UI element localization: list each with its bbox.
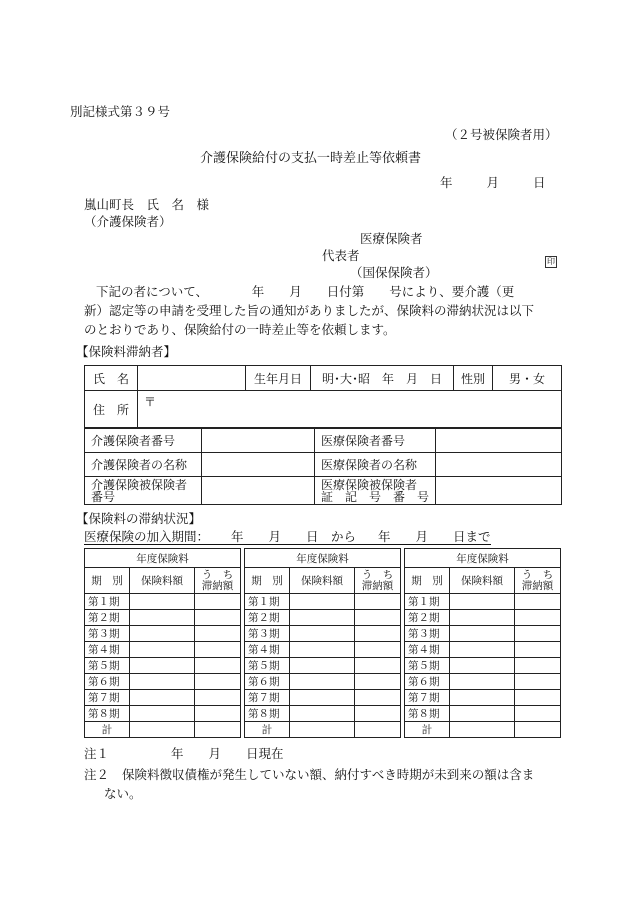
note1-label: 注１ — [84, 746, 110, 761]
date-year: 年 — [440, 175, 453, 190]
address-value[interactable]: 〒 — [138, 391, 562, 428]
amount-cell[interactable] — [130, 626, 195, 642]
unpaid-cell[interactable] — [195, 690, 241, 706]
period-label: 第７期 — [245, 690, 290, 706]
arrears-table-3 — [404, 548, 561, 738]
col-of-which: う ち — [201, 568, 234, 581]
unpaid-cell[interactable] — [515, 674, 561, 690]
table-row — [85, 594, 241, 610]
arrears-table-1 — [84, 548, 241, 738]
table-row — [245, 674, 401, 690]
unpaid-cell[interactable] — [195, 642, 241, 658]
amount-total[interactable] — [290, 722, 355, 738]
unpaid-cell[interactable] — [515, 610, 561, 626]
col-unpaid-header — [355, 568, 401, 594]
period-label: 第４期 — [405, 642, 450, 658]
unpaid-cell[interactable] — [355, 706, 401, 722]
amount-cell[interactable] — [290, 658, 355, 674]
table-row — [405, 610, 561, 626]
table-row — [405, 642, 561, 658]
iryo-insured-value[interactable] — [436, 477, 562, 505]
col-unpaid-header — [195, 568, 241, 594]
name-label: 氏 名 — [85, 366, 138, 391]
unpaid-cell[interactable] — [195, 674, 241, 690]
enrollment-label: 医療保険の加入期間： — [84, 529, 210, 544]
table-row — [405, 690, 561, 706]
col-unpaid: 滞納額 — [361, 579, 394, 592]
amount-cell[interactable] — [450, 690, 515, 706]
period-label: 第５期 — [245, 658, 290, 674]
body-line-3: のとおりであり、保険給付の一時差止等を依頼します。 — [84, 322, 396, 337]
amount-total[interactable] — [450, 722, 515, 738]
amount-cell[interactable] — [290, 626, 355, 642]
table-row — [405, 626, 561, 642]
unpaid-cell[interactable] — [515, 594, 561, 610]
section-heading-delinquent: 【保険料滞納者】 — [76, 344, 177, 359]
period-label: 第２期 — [245, 610, 290, 626]
section-heading-arrears: 【保険料の滞納状況】 — [76, 511, 202, 526]
unpaid-cell[interactable] — [355, 610, 401, 626]
kaigo-number-value[interactable] — [202, 429, 315, 453]
date-line — [440, 174, 546, 191]
col-period: 期 別 — [245, 568, 290, 594]
period-label: 第５期 — [85, 658, 130, 674]
table-row — [245, 658, 401, 674]
enrollment-to: 年 月 日まで — [356, 529, 491, 545]
table-row — [85, 674, 241, 690]
iryo-name-label: 医療保険者の名称 — [315, 453, 436, 477]
period-label: 第３期 — [245, 626, 290, 642]
amount-cell[interactable] — [450, 674, 515, 690]
birth-label: 生年月日 — [246, 366, 311, 391]
col-unpaid: 滞納額 — [521, 579, 554, 592]
period-label: 第８期 — [245, 706, 290, 722]
amount-cell[interactable] — [130, 690, 195, 706]
period-label: 第３期 — [85, 626, 130, 642]
table-row — [405, 674, 561, 690]
sex-label: 性別 — [454, 366, 493, 391]
table-row-total — [405, 722, 561, 738]
period-label: 第２期 — [85, 610, 130, 626]
note1-text: 年 月 日現在 — [171, 746, 284, 761]
table-row-total — [245, 722, 401, 738]
amount-cell[interactable] — [290, 674, 355, 690]
col-amount: 保険料額 — [450, 568, 515, 594]
page-title: 介護保険給付の支払一時差止等依頼書 — [200, 151, 422, 166]
unpaid-cell[interactable] — [195, 610, 241, 626]
period-label: 第３期 — [405, 626, 450, 642]
amount-cell[interactable] — [130, 706, 195, 722]
unpaid-total[interactable] — [195, 722, 241, 738]
seal-mark — [545, 249, 557, 268]
name-value[interactable] — [138, 366, 246, 391]
total-label: 計 — [245, 722, 290, 738]
note2-line2: ない。 — [104, 786, 142, 801]
table-row — [245, 706, 401, 722]
unpaid-cell[interactable] — [515, 706, 561, 722]
table-row — [245, 690, 401, 706]
table-row — [245, 610, 401, 626]
arrears-table-2 — [244, 548, 401, 738]
amount-cell[interactable] — [450, 594, 515, 610]
sender-role: （国保保険者） — [350, 265, 438, 280]
kaigo-name-label: 介護保険者の名称 — [85, 453, 202, 477]
recipient-role: （介護保険者） — [84, 214, 172, 229]
address-label: 住 所 — [85, 391, 138, 428]
year-header: 年度保険料 — [85, 549, 241, 568]
period-label: 第７期 — [85, 690, 130, 706]
amount-total[interactable] — [130, 722, 195, 738]
kaigo-name-value[interactable] — [202, 453, 315, 477]
unpaid-cell[interactable] — [355, 690, 401, 706]
col-of-which: う ち — [521, 568, 554, 581]
note2-label: 注２ — [84, 767, 110, 782]
note2-line1: 保険料徴収債権が発生していない額、納付すべき時期が未到来の額は含ま — [122, 767, 535, 782]
iryo-insured-line1: 医療保険被保険者 — [321, 477, 418, 492]
period-label: 第６期 — [405, 674, 450, 690]
sender-rep: 代表者 — [322, 248, 360, 263]
kaigo-insured-label — [85, 477, 202, 505]
unpaid-cell[interactable] — [515, 690, 561, 706]
sex-value[interactable]: 男・女 — [493, 366, 562, 391]
table-row — [85, 706, 241, 722]
col-unpaid: 滞納額 — [201, 579, 234, 592]
birth-value[interactable]: 明･大･昭 年 月 日 — [311, 366, 454, 391]
col-unpaid-header — [515, 568, 561, 594]
unpaid-cell[interactable] — [195, 658, 241, 674]
unpaid-cell[interactable] — [355, 658, 401, 674]
amount-cell[interactable] — [290, 642, 355, 658]
unpaid-cell[interactable] — [355, 642, 401, 658]
note-1 — [84, 745, 284, 762]
kaigo-insured-line2: 番号 — [91, 489, 116, 504]
unpaid-cell[interactable] — [355, 594, 401, 610]
amount-cell[interactable] — [130, 642, 195, 658]
col-period: 期 別 — [85, 568, 130, 594]
total-label: 計 — [405, 722, 450, 738]
table-row — [245, 642, 401, 658]
seal-icon: 印 — [547, 257, 555, 266]
kaigo-insured-value[interactable] — [202, 477, 315, 505]
amount-cell[interactable] — [450, 642, 515, 658]
table-row — [85, 610, 241, 626]
period-label: 第４期 — [245, 642, 290, 658]
iryo-number-value[interactable] — [436, 429, 562, 453]
period-label: 第７期 — [405, 690, 450, 706]
unpaid-cell[interactable] — [195, 626, 241, 642]
amount-cell[interactable] — [450, 610, 515, 626]
period-label: 第５期 — [405, 658, 450, 674]
col-amount: 保険料額 — [290, 568, 355, 594]
recipient-name: 嵐山町長 氏 名 様 — [84, 197, 210, 212]
col-period: 期 別 — [405, 568, 450, 594]
unpaid-total[interactable] — [515, 722, 561, 738]
period-label: 第２期 — [405, 610, 450, 626]
period-label: 第１期 — [405, 594, 450, 610]
unpaid-cell[interactable] — [195, 594, 241, 610]
unpaid-cell[interactable] — [195, 706, 241, 722]
sender-org: 医療保険者 — [360, 231, 423, 246]
date-month: 月 — [486, 175, 500, 190]
iryo-insured-line2: 証 記 号 番 号 — [321, 489, 430, 504]
amount-cell[interactable] — [290, 610, 355, 626]
amount-cell[interactable] — [130, 610, 195, 626]
unpaid-cell[interactable] — [515, 642, 561, 658]
amount-cell[interactable] — [450, 706, 515, 722]
period-label: 第８期 — [85, 706, 130, 722]
table-row — [85, 658, 241, 674]
period-label: 第６期 — [85, 674, 130, 690]
unpaid-cell[interactable] — [355, 626, 401, 642]
period-label: 第４期 — [85, 642, 130, 658]
iryo-insured-label — [315, 477, 436, 505]
body-line-1: 下記の者について、 年 月 日付第 号により、要介護（更 — [96, 284, 515, 299]
insurer-table — [84, 428, 562, 505]
table-row — [85, 642, 241, 658]
table-row — [245, 626, 401, 642]
person-table — [84, 365, 562, 428]
table-row — [405, 706, 561, 722]
amount-cell[interactable] — [130, 674, 195, 690]
iryo-name-value[interactable] — [436, 453, 562, 477]
table-row — [85, 626, 241, 642]
unpaid-total[interactable] — [355, 722, 401, 738]
period-label: 第６期 — [245, 674, 290, 690]
form-variant: （２号被保険者用） — [445, 127, 558, 142]
amount-cell[interactable] — [290, 706, 355, 722]
col-amount: 保険料額 — [130, 568, 195, 594]
table-row — [245, 594, 401, 610]
unpaid-cell[interactable] — [515, 626, 561, 642]
table-row-total — [85, 722, 241, 738]
amount-cell[interactable] — [290, 594, 355, 610]
table-row — [85, 690, 241, 706]
amount-cell[interactable] — [450, 658, 515, 674]
unpaid-cell[interactable] — [355, 674, 401, 690]
year-header: 年度保険料 — [405, 549, 561, 568]
amount-cell[interactable] — [130, 594, 195, 610]
enrollment-from: 年 月 日 から — [209, 529, 356, 545]
amount-cell[interactable] — [450, 626, 515, 642]
kaigo-insured-line1: 介護保険被保険者 — [91, 477, 188, 492]
amount-cell[interactable] — [290, 690, 355, 706]
amount-cell[interactable] — [130, 658, 195, 674]
year-header: 年度保険料 — [245, 549, 401, 568]
form-number: 別記様式第３９号 — [70, 104, 171, 119]
enrollment-period — [84, 528, 491, 545]
iryo-number-label: 医療保険者番号 — [315, 429, 436, 453]
period-label: 第１期 — [85, 594, 130, 610]
table-row — [405, 594, 561, 610]
body-line-2: 新）認定等の申請を受理した旨の通知がありましたが、保険料の滞納状況は以下 — [84, 303, 535, 318]
period-label: 第１期 — [245, 594, 290, 610]
kaigo-number-label: 介護保険者番号 — [85, 429, 202, 453]
period-label: 第８期 — [405, 706, 450, 722]
table-row — [405, 658, 561, 674]
total-label: 計 — [85, 722, 130, 738]
unpaid-cell[interactable] — [515, 658, 561, 674]
col-of-which: う ち — [361, 568, 394, 581]
date-day: 日 — [533, 175, 546, 190]
